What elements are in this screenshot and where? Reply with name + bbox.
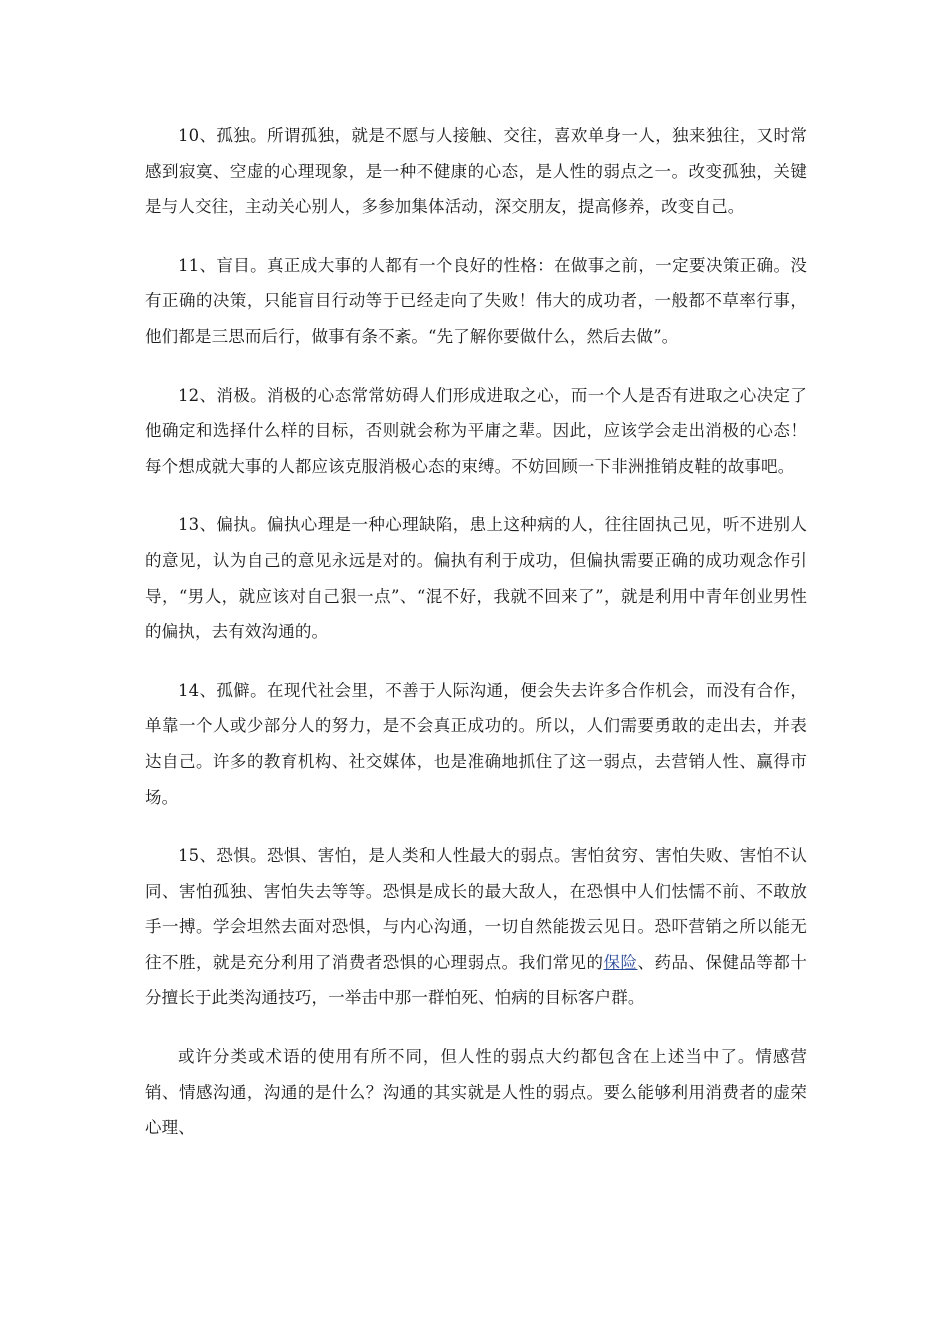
paragraph-reclusiveness: 14、孤僻。在现代社会里，不善于人际沟通，便会失去许多合作机会，而没有合作，单靠一个人或少部分人的努力，是不会真正成功的。所以，人们需要勇敢的走出去，并表达自己。许多的教育机构、社交媒体，也是准确地抓住了这一弱点，去营销人性、赢得市场。 <box>145 680 807 807</box>
paragraph-fear-text-before: 15、恐惧。恐惧、害怕，是人类和人性最大的弱点。害怕贫穷、害怕失败、害怕不认同、害怕孤独、害怕失去等等。恐惧是成长的最大敌人，在恐惧中人们怯懦不前、不敢放手一搏。学会坦然去面对恐惧，与内心沟通，一切自然能拨云见日。恐吓营销之所以能无往不胜，就是充分利用了消费者恐惧的心理弱点。我们常见的 <box>145 846 807 972</box>
paragraph-fear <box>145 838 807 1016</box>
paragraph-summary: 或许分类或术语的使用有所不同，但人性的弱点大约都包含在上述当中了。情感营销、情感沟通，沟通的是什么？沟通的其实就是人性的弱点。要么能够利用消费者的虚荣心理、 <box>145 1047 807 1138</box>
paragraph-negativity: 12、消极。消极的心态常常妨碍人们形成进取之心，而一个人是否有进取之心决定了他确定和选择什么样的目标，否则就会称为平庸之辈。因此，应该学会走出消极的心态！每个想成就大事的人都应该克服消极心态的束缚。不妨回顾一下非洲推销皮鞋的故事吧。 <box>145 385 807 476</box>
paragraph-fear-text-after: 、药品、保健品等都十分擅长于此类沟通技巧，一举击中那一群怕死、怕病的目标客户群。 <box>145 952 807 1008</box>
document-page <box>145 118 807 1146</box>
paragraph-loneliness: 10、孤独。所谓孤独，就是不愿与人接触、交往，喜欢单身一人，独来独往，又时常感到寂寞、空虚的心理现象，是一种不健康的心态，是人性的弱点之一。改变孤独，关键是与人交往，主动关心别人，多参加集体活动，深交朋友，提高修养，改变自己。 <box>145 126 807 217</box>
insurance-link[interactable]: 保险 <box>603 952 638 972</box>
paragraph-blindness: 11、盲目。真正成大事的人都有一个良好的性格：在做事之前，一定要决策正确。没有正确的决策，只能盲目行动等于已经走向了失败！伟大的成功者，一般都不草率行事，他们都是三思而后行，做事有条不紊。“先了解你要做什么，然后去做”。 <box>145 255 807 346</box>
paragraph-paranoia: 13、偏执。偏执心理是一种心理缺陷，患上这种病的人，往往固执己见，听不进别人的意见，认为自己的意见永远是对的。偏执有利于成功，但偏执需要正确的成功观念作引导，“男人，就应该对自己狠一点”、“混不好，我就不回来了”，就是利用中青年创业男性的偏执，去有效沟通的。 <box>145 515 807 642</box>
